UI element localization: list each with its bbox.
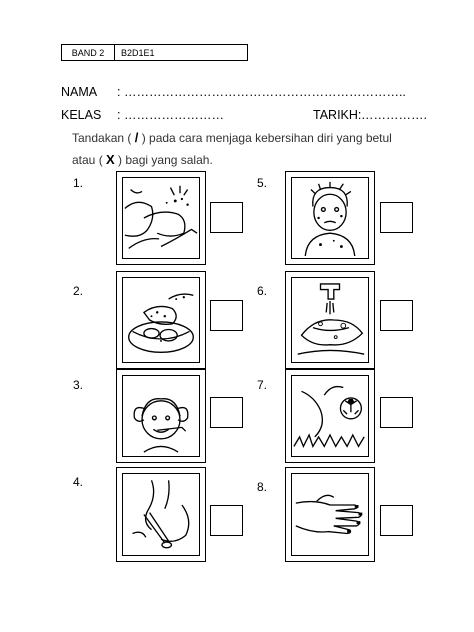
item-card-7 bbox=[285, 369, 375, 463]
item-card-1 bbox=[116, 171, 206, 265]
item-number-8: 8. bbox=[257, 480, 268, 494]
answer-box-5[interactable] bbox=[380, 202, 413, 233]
long-nails-hand-icon bbox=[292, 474, 368, 555]
answer-box-3[interactable] bbox=[210, 397, 243, 428]
item-number-6: 6. bbox=[257, 284, 268, 298]
cutting-nails-icon bbox=[123, 474, 199, 555]
girl-brushing-teeth-icon bbox=[123, 376, 199, 456]
item-card-5 bbox=[285, 171, 375, 265]
instruction-line-2: atau ( X ) bagi yang salah. bbox=[72, 152, 213, 167]
item-number-5: 5. bbox=[257, 176, 268, 190]
answer-box-4[interactable] bbox=[210, 505, 243, 536]
item-card-8 bbox=[285, 467, 375, 562]
cross-mark: X bbox=[106, 152, 115, 167]
item-number-1: 1. bbox=[73, 176, 84, 190]
band-table bbox=[61, 44, 248, 61]
tarikh-fill[interactable]: ……………. bbox=[361, 108, 427, 122]
band-code: B2D1E1 bbox=[121, 47, 155, 58]
washing-hands-tap-icon bbox=[292, 278, 368, 362]
item-card-4 bbox=[116, 467, 206, 562]
dirty-boy-icon bbox=[292, 178, 368, 258]
kelas-fill[interactable]: : …………………… bbox=[117, 108, 224, 122]
item-card-2 bbox=[116, 271, 206, 369]
item-number-2: 2. bbox=[73, 284, 84, 298]
playing-football-icon bbox=[292, 376, 368, 456]
item-number-4: 4. bbox=[73, 475, 84, 489]
washing-face-icon bbox=[123, 178, 199, 258]
answer-box-1[interactable] bbox=[210, 202, 243, 233]
item-card-6 bbox=[285, 271, 375, 369]
washing-hands-dirty-bowl-icon bbox=[123, 278, 199, 362]
nama-label: NAMA bbox=[61, 85, 98, 99]
item-card-3 bbox=[116, 369, 206, 463]
tarikh-label: TARIKH: bbox=[313, 108, 362, 122]
band-label: BAND 2 bbox=[62, 45, 115, 60]
answer-box-8[interactable] bbox=[380, 505, 413, 536]
item-number-3: 3. bbox=[73, 378, 84, 392]
nama-fill[interactable]: : ………………………………………………………….. bbox=[117, 85, 406, 99]
kelas-label: KELAS bbox=[61, 108, 102, 122]
item-number-7: 7. bbox=[257, 378, 268, 392]
instruction-line-1: Tandakan ( / ) pada cara menjaga kebersihan diri yang betul bbox=[72, 130, 392, 145]
answer-box-6[interactable] bbox=[380, 300, 413, 331]
answer-box-7[interactable] bbox=[380, 397, 413, 428]
answer-box-2[interactable] bbox=[210, 300, 243, 331]
tick-mark: / bbox=[134, 130, 139, 145]
